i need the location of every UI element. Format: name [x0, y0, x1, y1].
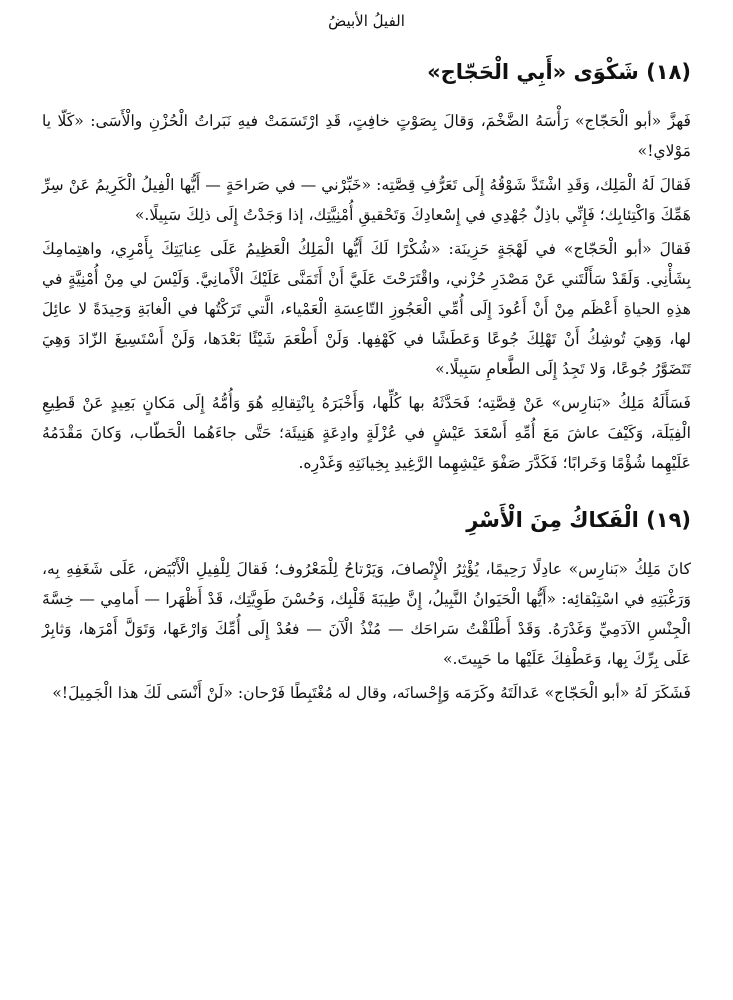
paragraph: فَقالَ لَهُ الْمَلِك، وَقَدِ اشْتَدَّ شَوْقُهُ إِلَى تَعَرُّفِ قِصَّتِه: «خَبِّرْني — في صَراحَةٍ — أَيُّها الْفِيلُ الْكَرِيمُ عَنْ سِرِّ هَمِّكَ وَاكْتِئابِك؛ فَإِنِّي باذِلٌ جُهْدِي في إِسْعادِكَ وَتَحْقيقِ أُمْنِيَّتِك، إذا وَجَدْتُ إِلَى ذلِكَ سَبِيلًا.»: [42, 176, 691, 224]
paragraph: فَهزَّ «أبو الْحَجّاج» رَأْسَهُ الضَّخْمَ، وَقالَ بِصَوْتٍ خافِتٍ، قَدِ ارْتَسَمَتْ فيهِ نَبَراتُ الْحُزْنِ والْأَسَى: «كَلّا يا مَوْلاي!»: [42, 112, 691, 160]
paragraph: فَسَأَلَهُ مَلِكُ «بَنارِس» عَنْ قِصَّتِه؛ فَحَدَّثَهُ بها كُلِّها، وَأَخْبَرَهُ بِانْتِقالِهِ هُوَ وَأُمُّهُ إِلَى مَكانٍ بَعِيدٍ عَنْ قَطِيعِ الْفِيَلَة، وَكَيْفَ عاشَ مَعَ أُمِّهِ أَسْعَدَ عَيْشٍ في عُزْلَةٍ وادِعَةٍ هَنِيئَة؛ حَتَّى جاءَهُما الْحَطّاب، وَكانَ مَقْدَمُهُ عَلَيْهِما شُؤْمًا وَخَرابًا؛ فَكَدَّرَ صَفْوَ عَيْشِهِما الرَّغِيدِ بِخِيانَتِهِ وَغَدْرِه.: [42, 394, 691, 472]
section-title: (١٨) شَكْوَى «أَبِي الْحَجّاج»: [427, 60, 691, 84]
section-18: [42, 60, 691, 478]
running-header: الفيلُ الأبيضُ: [328, 12, 405, 30]
paragraph: كانَ مَلِكُ «بَنارِس» عادِلًا رَحِيمًا، يُؤْثِرُ الْإِنْصافَ، وَيَرْتاحُ لِلْمَعْرُوف؛ فَقالَ لِلْفِيلِ الْأَبْيَض، عَلَى شَغَفِهِ بِه، وَرَغْبَتِهِ في اسْتِبْقائِه: «أَيُّها الْحَيَوانُ النَّبِيلُ، إِنَّ طِيبَةَ قَلْبِك، وَحُسْنَ طَوِيَّتِك، قَدْ أَظْهَرا — أَمامِي — خِسَّةَ الْجِنْسِ الآدَمِيِّ وَغَدْرَهُ. وَقَدْ أَطْلَقْتُ سَراحَك — مُنْذُ الْآنَ — فعُدْ إِلَى أُمِّكَ وَارْعَها، وَتَوَلَّ أَمْرَها، وَثابِرْ عَلَى بِرِّكَ بِها، وَعَطْفِكَ عَلَيْها ما حَيِيتَ.»: [42, 560, 691, 668]
paragraph: فَقالَ «أبو الْحَجّاج» في لَهْجَةٍ حَزِينَة: «شُكْرًا لَكَ أَيُّها الْمَلِكُ الْعَظِيمُ عَلَى عِنايَتِكَ بِأَمْرِي، واهتِمامِكَ بِشَأْنِي. وَلَقَدْ سَأَلْتَني عَنْ مَصْدَرِ حُزْني، واقْتَرَحْتَ عَلَيَّ أَنْ أَتَمَنَّى عَلَيْكَ الْأَمانِيَّ. وَلَيْسَ لي مِنْ أُمْنِيَّةٍ في هذِهِ الحياةِ أَعْظَم مِنْ أَنْ أَعُودَ إِلَى أُمِّي الْعَجُوزِ التّاعِسَةِ الْعَمْياء، الَّتي تَرَكْتُها في الْغابَةِ وَحِيدَةً لا عائِلَ لها، وَهِيَ تُوشِكُ أَنْ تَهْلِكَ جُوعًا وَعَطَشًا في كَهْفِها. وَلَنْ أَطْعَمَ شَيْئًا بَعْدَها، وَلَنْ أَسْتَسِيغَ الزّادَ وَهِيَ تَتَضَوَّرُ جُوعًا، وَلا تَجِدُ إِلَى الطَّعامِ سَبِيلًا.»: [42, 240, 691, 378]
section-title: (١٩) الْفَكاكُ مِنَ الْأَسْرِ: [466, 508, 691, 532]
paragraph: فَشَكَرَ لَهُ «أبو الْحَجّاج» عَدالَتَهُ وكَرَمَه وَإِحْسانَه، وقال له مُغْتَبِطًا فَرْحان: «لَنْ أَنْسَى لَكَ هذا الْجَمِيلَ!»: [52, 684, 691, 702]
section-19: [42, 508, 691, 708]
